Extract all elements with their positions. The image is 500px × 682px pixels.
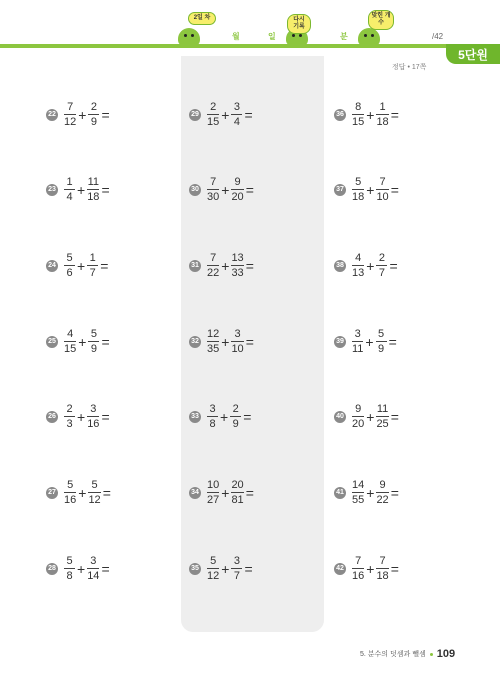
numerator: 10 — [207, 479, 220, 491]
fraction-bar — [64, 416, 75, 417]
fraction-bar — [64, 189, 75, 190]
fraction-bar — [207, 189, 219, 190]
denominator: 6 — [66, 267, 73, 279]
problem-number: 37 — [334, 184, 346, 196]
fraction-a — [207, 403, 218, 430]
denominator: 10 — [231, 343, 244, 355]
problem-number: 31 — [189, 260, 201, 272]
numerator: 4 — [355, 252, 362, 264]
numerator: 4 — [67, 328, 74, 340]
fraction-a — [352, 403, 364, 430]
unit-tab — [446, 44, 500, 64]
denominator: 12 — [64, 116, 77, 128]
equals-sign: = — [101, 106, 110, 123]
denominator: 81 — [231, 494, 244, 506]
fraction-a — [64, 328, 76, 355]
numerator: 5 — [355, 176, 362, 188]
numerator: 5 — [66, 555, 73, 567]
page-number: 109 — [436, 648, 456, 660]
fraction-problem — [46, 252, 108, 279]
chapter-title: 5. 분수의 덧셈과 뺄셈 — [360, 651, 426, 658]
fraction-bar — [88, 114, 99, 115]
numerator: 8 — [355, 101, 362, 113]
equals-sign: = — [388, 333, 397, 350]
numerator: 9 — [234, 176, 241, 188]
denominator: 12 — [207, 570, 220, 582]
fraction-problem — [334, 555, 399, 582]
fraction-problem — [334, 176, 399, 203]
fraction-a — [64, 555, 75, 582]
denominator: 33 — [231, 267, 244, 279]
fraction-b — [376, 555, 388, 582]
fraction-a — [352, 252, 364, 279]
fraction-b — [376, 328, 387, 355]
fraction-b — [230, 403, 241, 430]
fraction-bar — [352, 114, 364, 115]
plus-sign: + — [221, 560, 230, 577]
denominator: 9 — [90, 116, 97, 128]
equals-sign: = — [390, 560, 399, 577]
fraction-a — [207, 328, 219, 355]
numerator: 5 — [66, 252, 73, 264]
fraction-problem — [189, 101, 253, 128]
month-label: 월 — [232, 32, 240, 41]
plus-sign: + — [366, 408, 375, 425]
denominator: 14 — [87, 570, 100, 582]
fraction-b — [376, 403, 388, 430]
day-bubble: 2일 차 — [188, 12, 216, 25]
plus-sign: + — [77, 181, 86, 198]
fraction-problem — [334, 101, 399, 128]
problem-number: 42 — [334, 563, 346, 575]
numerator: 7 — [379, 555, 386, 567]
equals-sign: = — [101, 408, 110, 425]
fraction-bar — [352, 341, 363, 342]
denominator: 16 — [87, 418, 100, 430]
problem-number: 36 — [334, 109, 346, 121]
fraction-problem — [334, 252, 398, 279]
denominator: 8 — [66, 570, 73, 582]
fraction-bar — [207, 416, 218, 417]
fraction-a — [352, 328, 363, 355]
fraction-bar — [352, 265, 364, 266]
plus-sign: + — [77, 408, 86, 425]
plus-sign: + — [365, 333, 374, 350]
denominator: 13 — [352, 267, 365, 279]
fraction-problem — [46, 555, 110, 582]
fraction-problem — [46, 328, 110, 355]
plus-sign: + — [78, 333, 87, 350]
equals-sign: = — [101, 560, 110, 577]
fraction-bar — [231, 492, 243, 493]
fraction-b — [88, 479, 100, 506]
fraction-bar — [87, 189, 99, 190]
problem-number: 38 — [334, 260, 346, 272]
problem-number: 27 — [46, 487, 58, 499]
denominator: 9 — [90, 343, 97, 355]
numerator: 12 — [207, 328, 220, 340]
problem-number: 23 — [46, 184, 58, 196]
plus-sign: + — [221, 333, 230, 350]
denominator: 11 — [352, 343, 364, 355]
equals-sign: = — [389, 257, 398, 274]
denominator: 15 — [64, 343, 77, 355]
plus-sign: + — [366, 484, 375, 501]
fraction-bar — [230, 416, 241, 417]
numerator: 3 — [90, 403, 97, 415]
numerator: 3 — [233, 555, 240, 567]
fraction-bar — [88, 341, 99, 342]
problem-number: 28 — [46, 563, 58, 575]
denominator: 55 — [352, 494, 365, 506]
fraction-bar — [64, 341, 76, 342]
minute-label: 분 — [340, 32, 348, 41]
fraction-bar — [64, 492, 76, 493]
fraction-a — [352, 479, 364, 506]
denominator: 18 — [87, 191, 100, 203]
numerator: 5 — [67, 479, 74, 491]
equals-sign: = — [245, 257, 254, 274]
problem-number: 22 — [46, 109, 58, 121]
fraction-b — [231, 101, 242, 128]
fraction-a — [64, 176, 75, 203]
fraction-bar — [376, 265, 387, 266]
equals-sign: = — [390, 484, 399, 501]
numerator: 9 — [379, 479, 386, 491]
plus-sign: + — [77, 560, 86, 577]
problem-number: 25 — [46, 336, 58, 348]
fraction-a — [207, 176, 219, 203]
fraction-bar — [376, 492, 388, 493]
fraction-problem — [46, 176, 110, 203]
fraction-b — [231, 252, 243, 279]
denominator: 35 — [207, 343, 220, 355]
problem-number: 40 — [334, 411, 346, 423]
fraction-b — [231, 176, 243, 203]
denominator: 22 — [207, 267, 220, 279]
numerator: 3 — [233, 101, 240, 113]
equals-sign: = — [245, 181, 254, 198]
denominator: 15 — [207, 116, 220, 128]
numerator: 3 — [209, 403, 216, 415]
fraction-a — [352, 101, 364, 128]
equals-sign: = — [390, 106, 399, 123]
numerator: 14 — [352, 479, 365, 491]
numerator: 2 — [378, 252, 385, 264]
numerator: 5 — [91, 479, 98, 491]
plus-sign: + — [221, 484, 230, 501]
fraction-a — [207, 479, 219, 506]
denominator: 18 — [376, 570, 389, 582]
fraction-a — [64, 403, 75, 430]
numerator: 1 — [66, 176, 73, 188]
fraction-bar — [376, 416, 388, 417]
fraction-problem — [189, 176, 254, 203]
fraction-bar — [352, 189, 364, 190]
problem-number: 41 — [334, 487, 346, 499]
plus-sign: + — [366, 257, 375, 274]
denominator: 7 — [233, 570, 240, 582]
fraction-bar — [207, 265, 219, 266]
fraction-bar — [376, 114, 388, 115]
fraction-bar — [352, 568, 364, 569]
fraction-bar — [207, 492, 219, 493]
numerator: 1 — [89, 252, 96, 264]
denominator: 16 — [352, 570, 365, 582]
numerator: 2 — [90, 101, 97, 113]
fraction-a — [352, 555, 364, 582]
fraction-b — [231, 479, 243, 506]
fraction-b — [376, 176, 388, 203]
fraction-bar — [87, 265, 98, 266]
fraction-b — [231, 555, 242, 582]
equals-sign: = — [244, 106, 253, 123]
fraction-b — [87, 252, 98, 279]
fraction-b — [376, 252, 387, 279]
denominator: 9 — [232, 418, 239, 430]
fraction-problem — [189, 403, 251, 430]
problem-number: 33 — [189, 411, 201, 423]
fraction-bar — [376, 341, 387, 342]
score-bubble: 맞힌 개수 — [368, 10, 394, 30]
denominator: 7 — [378, 267, 385, 279]
fraction-b — [231, 328, 243, 355]
numerator: 7 — [379, 176, 386, 188]
equals-sign: = — [100, 257, 109, 274]
denominator: 3 — [66, 418, 73, 430]
denominator: 4 — [66, 191, 73, 203]
header-bar — [0, 44, 500, 48]
fraction-bar — [352, 492, 364, 493]
time-bubble: 다시 기록 — [287, 14, 311, 34]
mascot-icon — [358, 28, 380, 46]
equals-sign: = — [390, 408, 399, 425]
fraction-problem — [46, 479, 111, 506]
fraction-bar — [87, 416, 99, 417]
fraction-problem — [46, 101, 110, 128]
numerator: 2 — [210, 101, 217, 113]
problem-number: 32 — [189, 336, 201, 348]
denominator: 20 — [231, 191, 244, 203]
fraction-bar — [376, 568, 388, 569]
fraction-b — [87, 176, 99, 203]
fraction-bar — [207, 341, 219, 342]
fraction-bar — [231, 341, 243, 342]
problem-number: 39 — [334, 336, 346, 348]
fraction-problem — [189, 328, 254, 355]
numerator: 3 — [354, 328, 361, 340]
numerator: 13 — [231, 252, 244, 264]
numerator: 2 — [232, 403, 239, 415]
fraction-bar — [207, 568, 219, 569]
fraction-bar — [231, 568, 242, 569]
fraction-bar — [352, 416, 364, 417]
denominator: 22 — [376, 494, 389, 506]
mascot-icon — [178, 28, 200, 46]
numerator: 7 — [355, 555, 362, 567]
fraction-a — [64, 101, 76, 128]
plus-sign: + — [221, 257, 230, 274]
numerator: 2 — [66, 403, 73, 415]
unit-label: 5단원 — [458, 47, 488, 62]
fraction-bar — [231, 189, 243, 190]
numerator: 7 — [67, 101, 74, 113]
plus-sign: + — [77, 257, 86, 274]
fraction-problem — [189, 252, 254, 279]
denominator: 8 — [209, 418, 216, 430]
fraction-b — [88, 101, 99, 128]
denominator: 9 — [378, 343, 385, 355]
numerator: 5 — [210, 555, 217, 567]
fraction-bar — [207, 114, 219, 115]
fraction-bar — [88, 492, 100, 493]
denominator: 18 — [352, 191, 365, 203]
numerator: 5 — [378, 328, 385, 340]
numerator: 11 — [87, 176, 100, 188]
denominator: 15 — [352, 116, 365, 128]
plus-sign: + — [78, 106, 87, 123]
fraction-b — [87, 403, 99, 430]
plus-sign: + — [220, 408, 229, 425]
fraction-problem — [334, 479, 399, 506]
numerator: 11 — [376, 403, 389, 415]
numerator: 5 — [90, 328, 97, 340]
denominator: 12 — [88, 494, 101, 506]
page-footer — [360, 648, 455, 660]
numerator: 1 — [379, 101, 386, 113]
fraction-problem — [189, 479, 254, 506]
fraction-bar — [64, 265, 75, 266]
denominator: 27 — [207, 494, 220, 506]
denominator: 18 — [376, 116, 389, 128]
fraction-bar — [231, 265, 243, 266]
equals-sign: = — [244, 560, 253, 577]
fraction-bar — [376, 189, 388, 190]
denominator: 4 — [233, 116, 240, 128]
numerator: 3 — [234, 328, 241, 340]
fraction-a — [352, 176, 364, 203]
problem-number: 30 — [189, 184, 201, 196]
plus-sign: + — [78, 484, 87, 501]
footer-dot — [430, 653, 433, 656]
fraction-problem — [334, 328, 397, 355]
numerator: 20 — [231, 479, 244, 491]
plus-sign: + — [221, 106, 230, 123]
score-total: /42 — [432, 32, 444, 41]
denominator: 10 — [376, 191, 389, 203]
numerator: 3 — [90, 555, 97, 567]
equals-sign: = — [102, 484, 111, 501]
plus-sign: + — [221, 181, 230, 198]
fraction-bar — [231, 114, 242, 115]
day-label: 일 — [268, 32, 276, 41]
numerator: 7 — [210, 252, 217, 264]
problem-number: 24 — [46, 260, 58, 272]
denominator: 25 — [376, 418, 389, 430]
fraction-a — [207, 252, 219, 279]
problem-number: 29 — [189, 109, 201, 121]
equals-sign: = — [101, 181, 110, 198]
answer-reference: 정답 • 17쪽 — [392, 64, 427, 71]
plus-sign: + — [366, 106, 375, 123]
problem-number: 34 — [189, 487, 201, 499]
fraction-a — [207, 555, 219, 582]
fraction-bar — [64, 114, 76, 115]
problem-number: 26 — [46, 411, 58, 423]
fraction-bar — [64, 568, 75, 569]
plus-sign: + — [366, 560, 375, 577]
equals-sign: = — [245, 484, 254, 501]
fraction-a — [64, 252, 75, 279]
fraction-b — [87, 555, 99, 582]
equals-sign: = — [390, 181, 399, 198]
fraction-problem — [334, 403, 399, 430]
denominator: 30 — [207, 191, 220, 203]
fraction-bar — [87, 568, 99, 569]
equals-sign: = — [243, 408, 252, 425]
numerator: 7 — [210, 176, 217, 188]
fraction-b — [376, 101, 388, 128]
fraction-problem — [189, 555, 253, 582]
fraction-b — [88, 328, 99, 355]
numerator: 9 — [355, 403, 362, 415]
fraction-b — [376, 479, 388, 506]
equals-sign: = — [245, 333, 254, 350]
plus-sign: + — [366, 181, 375, 198]
fraction-a — [207, 101, 219, 128]
fraction-a — [64, 479, 76, 506]
denominator: 20 — [352, 418, 365, 430]
problem-number: 35 — [189, 563, 201, 575]
denominator: 7 — [89, 267, 96, 279]
denominator: 16 — [64, 494, 77, 506]
equals-sign: = — [101, 333, 110, 350]
fraction-problem — [46, 403, 110, 430]
